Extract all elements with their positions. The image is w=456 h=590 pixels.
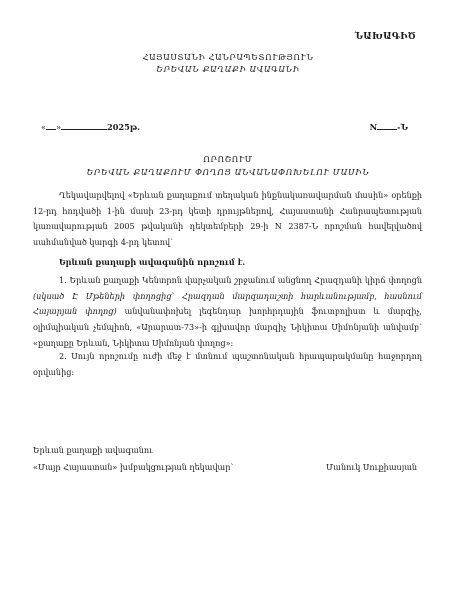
day-blank xyxy=(46,122,56,130)
header-council: ԵՐԵՎԱՆ ՔԱՂԱՔԻ ԱՎԱԳԱՆԻ xyxy=(156,64,300,74)
signature-title-line1: Երևան քաղաքի ավագանու xyxy=(33,445,154,455)
number-suffix: -Ն xyxy=(397,122,408,132)
date-open-quote: « xyxy=(41,122,47,132)
month-blank xyxy=(61,122,107,130)
date-close-quote: » xyxy=(56,122,62,132)
clause-1 xyxy=(33,273,422,352)
signatory-name: Մանուկ Սուքիասյան xyxy=(326,462,418,472)
number-prefix: N xyxy=(369,122,378,132)
signature-title-line2: «Մայր Հայաստան» խմբակցության ղեկավար՝ xyxy=(33,462,234,472)
clause-1-start: 1. Երևան քաղաքի Կենտրոն վարչական շրջանում անցնող Հրազդանի կիրճ փողոցն xyxy=(59,275,422,285)
document-title: ՈՐՈՇՈՒՄ xyxy=(203,154,253,164)
resolution-statement: Երևան քաղաքի ավագանին որոշում է. xyxy=(59,257,246,267)
date-year: 2025թ. xyxy=(107,122,141,132)
number-blank xyxy=(377,122,397,130)
document-subtitle: ԵՐԵՎԱՆ ՔԱՂԱՔՈՒՄ ՓՈՂՈՑ ԱՆՎԱՆԱՓՈԽԵԼՈՒ ՄԱՍԻՆ xyxy=(86,167,370,177)
clause-1-end: անվանափոխել լեգենդար խորհրդային ֆուտբոլիստ և մարզիչ, օլիմպիական չեմպիոն, «Արարատ-73»-ի գլխավոր մարզիչ Նիկիտա Սիմոնյանի անվամբ՝ «քաղաքը Երևան, Նիկիտա Սիմոնյան փողոց»: xyxy=(33,306,422,348)
header-country: ՀԱՅԱՍՏԱՆԻ ՀԱՆՐԱՊԵՏՈՒԹՅՈՒՆ xyxy=(142,52,314,62)
date-line xyxy=(41,122,140,132)
decision-number xyxy=(370,122,408,132)
preamble-paragraph: Ղեկավարվելով «Երևան քաղաքում տեղական ինքնակառավարման մասին» օրենքի 12-րդ հոդվածի 1-ին մասի 23-րդ կետի դրույթներով, Հայաստանի Հանրապետության կառավարության 2005 թվականի դեկտեմբերի 29-ի N 2387-Ն որոշման հավելվածով սահմանված կարգի 4-րդ կետով՝ xyxy=(33,190,422,248)
clause-1-italic: (սկսած Է Մթեների փողոցից՝ Հրազդան մարզադաշտի հարևանությամբ, հասնում Հայարյան փողոց) xyxy=(33,290,422,317)
draft-label: ՆԱԽԱԳԻԾ xyxy=(354,32,416,42)
clause-2: 2. Սույն որոշումը ուժի մեջ է մտնում պաշտոնական հրապարակմանը հաջորդող օրվանից: xyxy=(33,351,422,377)
